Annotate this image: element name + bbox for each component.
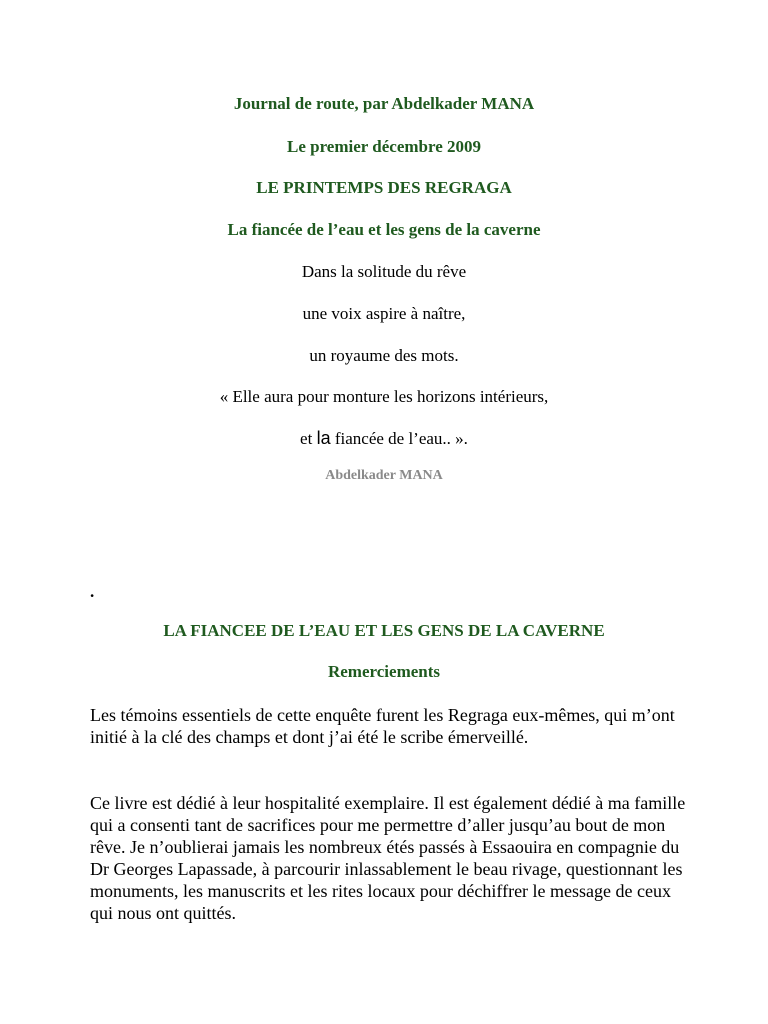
poem-line-2: une voix aspire à naître,	[302, 304, 466, 323]
paragraph-2: Ce livre est dédié à leur hospitalité exemplaire. Il est également dédié à ma famille qui a consenti tant de sacrifices pour me permettre d’aller jusqu’au bout de mon rêve. Je n’oublierai jamais les nombreux étés passés à Essaouira en compagnie du Dr Georges Lapassade, à parcourir inlassablement le beau rivage, questionnant les monuments, les manuscrits et les rites locaux pour déchiffrer le message de ceux qui nous ont quittés.	[90, 793, 686, 923]
poem-line-5-prefix: et	[300, 429, 317, 448]
journal-title: Journal de route, par Abdelkader MANA	[233, 94, 535, 113]
section-title: LA FIANCEE DE L’EAU ET LES GENS DE LA CAVERNE	[163, 621, 605, 640]
poem-line-4: « Elle aura pour monture les horizons intérieurs,	[219, 387, 549, 406]
poem-line-5-la: la	[316, 428, 331, 448]
poem-line-3: un royaume des mots.	[309, 346, 459, 365]
subtitle: La fiancée de l’eau et les gens de la caverne	[227, 220, 541, 239]
poem-line-5	[0, 428, 768, 449]
poem-line-5-suffix: fiancée de l’eau.. ».	[330, 429, 468, 448]
section-heading: Remerciements	[327, 662, 441, 681]
bullet-dot: .	[90, 582, 95, 601]
date-line: Le premier décembre 2009	[286, 137, 482, 156]
poem-signature: Abdelkader MANA	[325, 468, 443, 483]
poem-line-1: Dans la solitude du rêve	[301, 262, 467, 281]
main-title: LE PRINTEMPS DES REGRAGA	[256, 178, 512, 197]
paragraph-1: Les témoins essentiels de cette enquête furent les Regraga eux-mêmes, qui m’ont initié à la clé des champs et dont j’ai été le scribe émerveillé.	[90, 705, 675, 747]
